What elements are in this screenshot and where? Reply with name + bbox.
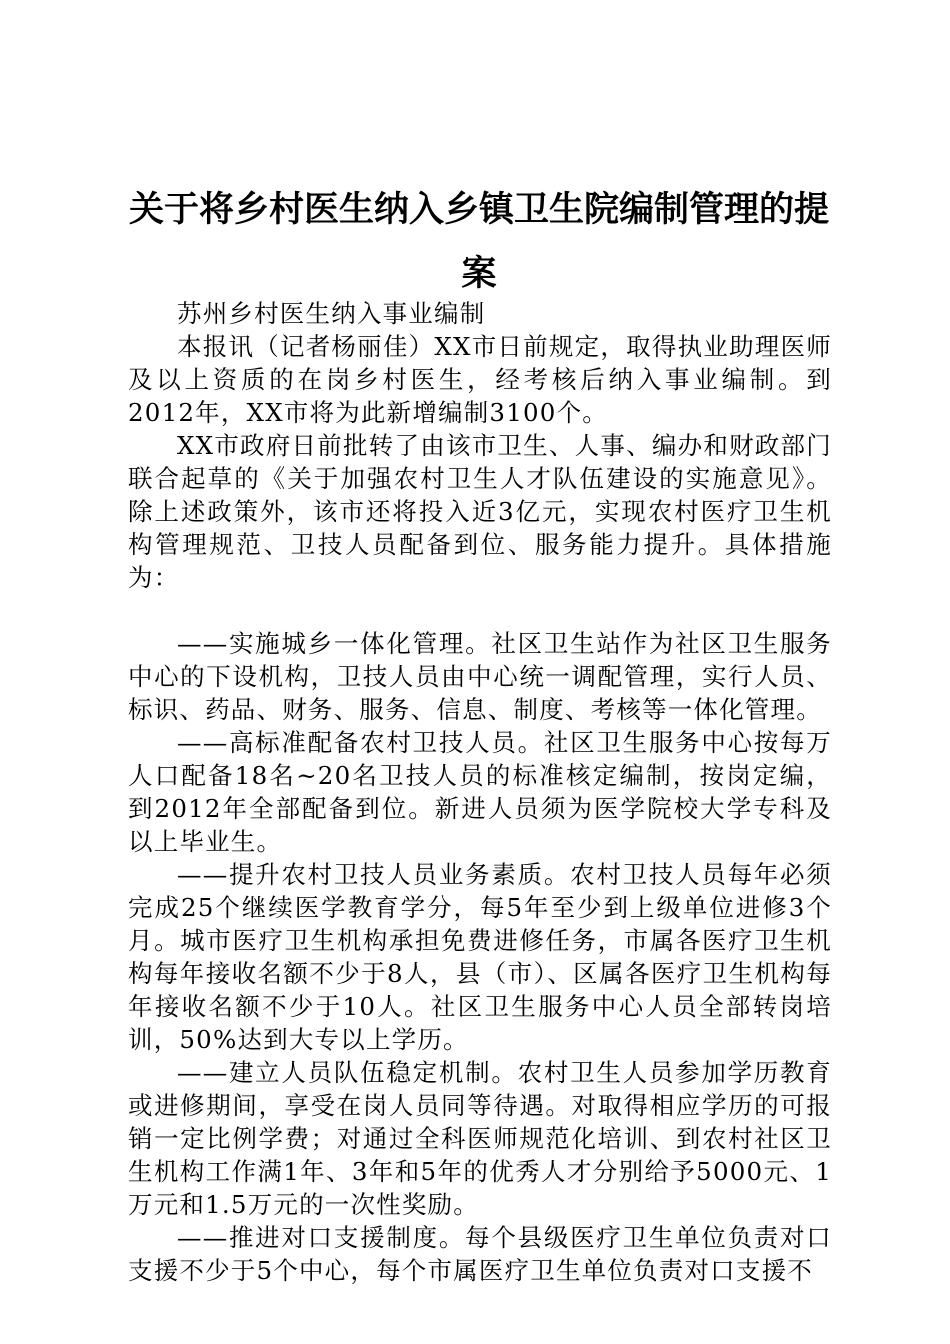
document-body	[128, 297, 832, 1287]
measure-paragraph: ——高标准配备农村卫技人员。社区卫生服务中心按每万人口配备18名~20名卫技人员的标准核定编制，按岗定编，到2012年全部配备到位。新进人员须为医学院校大学专科及以上毕业生。	[128, 728, 832, 856]
body-paragraph: 本报讯（记者杨丽佳）XX市日前规定，取得执业助理医师及以上资质的在岗乡村医生，经考核后纳入事业编制。到2012年，XX市将为此新增编制3100个。	[128, 332, 832, 427]
measure-paragraph: ——提升农村卫技人员业务素质。农村卫技人员每年必须完成25个继续医学教育学分，每5年至少到上级单位进修3个月。城市医疗卫生机构承担免费进修任务，市属各医疗卫生机构每年接收名额不少于8人，县（市）、区属各医疗卫生机构每年接收名额不少于10人。社区卫生服务中心人员全部转岗培训，50%达到大专以上学历。	[128, 860, 832, 1054]
measure-paragraph: ——实施城乡一体化管理。社区卫生站作为社区卫生服务中心的下设机构，卫技人员由中心统一调配管理，实行人员、标识、药品、财务、服务、信息、制度、考核等一体化管理。	[128, 629, 832, 724]
subheading-paragraph: 苏州乡村医生纳入事业编制	[177, 299, 486, 328]
measure-paragraph: ——推进对口支援制度。每个县级医疗卫生单位负责对口支援不少于5个中心，每个市属医疗卫生单位负责对口支援不	[128, 1223, 832, 1285]
measure-paragraph: ——建立人员队伍稳定机制。农村卫生人员参加学历教育或进修期间，享受在岗人员同等待遇。对取得相应学历的可报销一定比例学费；对通过全科医师规范化培训、到农村社区卫生机构工作满1年、3年和5年的优秀人才分别给予5000元、1万元和1.5万元的一次性奖励。	[128, 1058, 832, 1219]
document-title: 关于将乡村医生纳入乡镇卫生院编制管理的提案	[128, 190, 829, 294]
body-paragraph: XX市政府日前批转了由该市卫生、人事、编办和财政部门联合起草的《关于加强农村卫生人才队伍建设的实施意见》。除上述政策外，该市还将投入近3亿元，实现农村医疗卫生机构管理规范、卫技人员配备到位、服务能力提升。具体措施为：	[128, 431, 832, 592]
